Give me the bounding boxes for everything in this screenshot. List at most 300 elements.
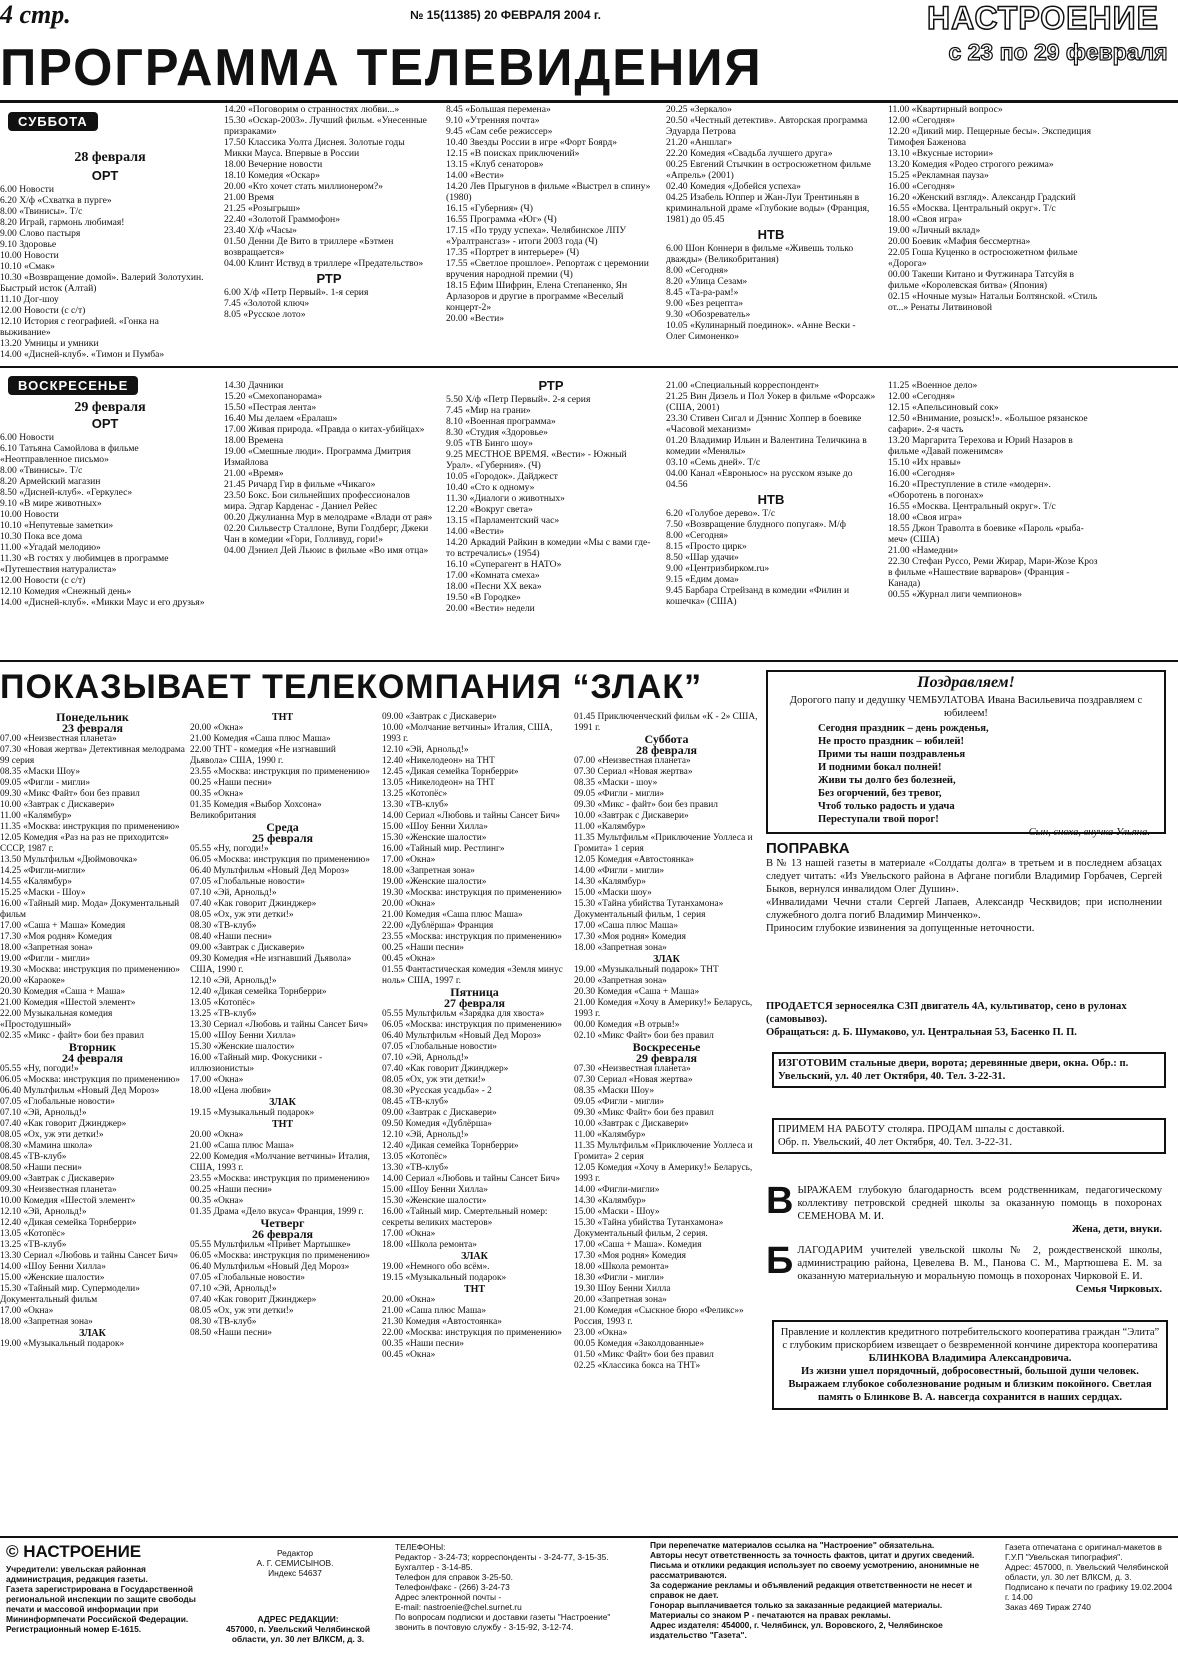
programme-line: 21.00 Комедия «Шестой элемент» xyxy=(0,998,136,1008)
programme-line: 06.40 Мультфильм «Новый Дед Мороз» xyxy=(190,866,350,876)
programme-line: 17.55 «Светлое прошлое». Репортаж с церемонии вручения народной премии (Ч) xyxy=(446,258,649,280)
programme-line: 16.00 «Тайный мир. Смертельный номер: секреты великих мастеров» xyxy=(382,1207,548,1228)
programme-line: 00.25 «Наши песни» xyxy=(382,943,464,953)
programme-line: 00.35 «Наши песни» xyxy=(382,1339,464,1349)
programme-line: 9.30 «Обозреватель» xyxy=(666,309,751,320)
programme-line: 6.00 Новости xyxy=(0,432,54,443)
programme-line: 02.15 «Ночные музы» Натальи Болтянской. «Стиль от...» Ренаты Литвиновой xyxy=(888,291,1098,313)
programme-line: 18.00 «Запретная зона» xyxy=(0,943,93,953)
programme-line: 08.50 «Наши песни» xyxy=(0,1163,82,1173)
programme-line: 15.30 «Оскар-2003». Лучший фильм. «Унесенные призраками» xyxy=(224,115,427,137)
programme-line: 15.30 «Женские шалости» xyxy=(382,833,487,843)
programme-line: 12.40 «Дикая семейка Торнберри» xyxy=(382,1141,519,1151)
programme-line: 13.30 «ТВ-клуб» xyxy=(382,800,449,810)
programme-line: 14.00 «Вести» xyxy=(446,526,505,537)
programme-line: 15.00 «Шоу Бенни Хилла» xyxy=(190,1031,296,1041)
programme-line: 08.05 «Ох, уж эти детки!» xyxy=(190,1306,294,1316)
programme-line: 6.20 «Голубое дерево». Т/с xyxy=(666,508,776,519)
programme-line: 11.35 «Москва: инструкция по применению» xyxy=(0,822,180,832)
programme-line: 12.00 «Сегодня» xyxy=(888,115,955,126)
programme-line: 15.10 «Их нравы» xyxy=(888,457,961,468)
greeting-signature: Сын, сноха, внучка Ульяна. xyxy=(1028,827,1150,838)
programme-line: 12.20 «Вокруг света» xyxy=(446,504,533,515)
thanks-notice-2 xyxy=(766,1240,1162,1296)
programme-line: 12.00 Новости (с с/т) xyxy=(0,575,86,586)
day-rule xyxy=(0,366,1178,368)
programme-line: 18.10 Комедия «Оскар» xyxy=(224,170,320,181)
footer-brand: © НАСТРОЕНИЕ xyxy=(6,1542,142,1561)
programme-line: 18.00 «Школа ремонта» xyxy=(574,1262,669,1272)
programme-line: 14.00 Сериал «Любовь и тайны Сансет Бич» xyxy=(382,811,561,821)
programme-line: 04.00 Канал «Евроньюс» на русском языке до 04.56 xyxy=(666,468,853,490)
programme-line: 06.05 «Москва: инструкция по применению» xyxy=(382,1020,562,1030)
programme-line: 21.00 Комедия «Хочу в Америку!» Беларусь, 1993 г. xyxy=(574,998,753,1019)
programme-line: 14.20 Аркадий Райкин в комедии «Мы с вами где-то встречались» (1954) xyxy=(446,537,651,559)
programme-line: 18.00 Времена xyxy=(224,435,284,446)
correction-block xyxy=(766,840,1162,935)
programme-line: 14.30 «Калямбур» xyxy=(574,877,646,887)
thanks-2-dropcap: Б xyxy=(766,1240,794,1282)
programme-line: 12.00 «Сегодня» xyxy=(888,391,955,402)
programme-line: 17.00 «Окна» xyxy=(382,855,436,865)
programme-line: 22.00 «Москва: инструкция по применению» xyxy=(382,1328,562,1338)
obituary-name: БЛИНКОВА Владимира Александровича. xyxy=(868,1353,1072,1364)
programme-line: 16.00 «Тайный мир. Фокусники - иллюзионисты» xyxy=(190,1053,323,1074)
programme-line: 9.10 «В мире животных» xyxy=(0,498,102,509)
day-heading: Суббота xyxy=(644,732,689,746)
day-heading: Четверг xyxy=(260,1216,305,1230)
programme-line: 19.00 «Фигли - мигли» xyxy=(0,954,91,964)
programme-line: 23.40 Х/ф «Часы» xyxy=(224,225,297,236)
saturday-date: 28 февраля xyxy=(74,150,146,165)
newspaper-brand: НАСТРОЕНИЕ xyxy=(927,0,1159,36)
programme-line: 12.10 Комедия «Снежный день» xyxy=(0,586,132,597)
thanks-1-signature: Жена, дети, внуки. xyxy=(1072,1224,1162,1235)
programme-line: 18.00 «Своя игра» xyxy=(888,214,962,225)
footer-phones: ТЕЛЕФОНЫ: Редактор - 3-24-73; корреспонденты - 3-24-77, 3-15-35. Бухгалтер - 3-14-85. Телефон для справок 3-25-50. Телефон/факс - (266) 3-24-73 Адрес электронной почты - E-mail: nastroenie@chel.surnet.ru По вопросам подписки и доставки газеты "Настроение" звонить в почтовую службу - 3-15-92, 3-12-74. xyxy=(395,1542,611,1632)
programme-line: 14.00 «Шоу Бенни Хилла» xyxy=(0,1262,106,1272)
programme-line: 6.00 Х/ф «Петр Первый». 1-я серия xyxy=(224,287,369,298)
programme-line: 01.50 Денни Де Вито в триллере «Бэтмен возвращается» xyxy=(224,236,394,258)
correction-text: В № 13 нашей газеты в материале «Солдаты долга» в третьем и в последнем абзацах следует читать: «Из Увельского района в Афгане погибли Владимир Горбачев, Сергей Быков, вернулся инвалидом Олег Душин». «Инвалидами Чечни стали Сергей Лапаев, Александр Ческвидов; при исполнении служебного долга погиб Владимир Минченко». Приносим глубокие извинения за допущенные неточности. xyxy=(766,858,1162,934)
programme-line: 8.20 Армейский магазин xyxy=(0,476,101,487)
programme-line: 17.00 «Саша + Маша». Комедия xyxy=(574,1240,702,1250)
day-heading: Пятница xyxy=(450,985,499,999)
saturday-badge: СУББОТА xyxy=(8,112,98,131)
programme-line: 21.25 «Розыгрыш» xyxy=(224,203,301,214)
thanks-2-signature: Семья Чирковых. xyxy=(1075,1284,1162,1295)
programme-line: 18.55 Джон Траволта в боевике «Пароль «рыба-меч» (США) xyxy=(888,523,1084,545)
programme-line: 08.05 «Ох, уж эти детки!» xyxy=(0,1130,104,1140)
programme-line: 16.20 «Женский взгляд». Александр Градский xyxy=(888,192,1076,203)
programme-line: 19.00 «Смешные люди». Программа Дмитрия Измайлова xyxy=(224,446,411,468)
programme-line: 12.10 «Эй, Арнольд!» xyxy=(190,976,277,986)
programme-line: 21.45 Ричард Гир в фильме «Чикаго» xyxy=(224,479,376,490)
programme-line: 07.00 «Неизвестная планета» xyxy=(574,756,691,766)
channel-heading: ТНТ xyxy=(271,712,294,723)
programme-line: 04.00 Дэниел Дей Льюис в фильме «Во имя отца» xyxy=(224,545,429,556)
header-rule xyxy=(0,100,1178,103)
programme-line: 9.10 Здоровье xyxy=(0,239,57,250)
programme-line: 12.40 «Никелодеон» на ТНТ xyxy=(382,756,495,766)
programme-line: 22.20 Комедия «Свадьба лучшего друга» xyxy=(666,148,833,159)
programme-line: 07.10 «Эй, Арнольд!» xyxy=(0,1108,87,1118)
programme-line: 02.10 «Микс Файт» бои без правил xyxy=(574,1031,714,1041)
programme-line: 16.00 «Тайный мир. Рестлинг» xyxy=(382,844,505,854)
programme-line: 21.00 Комедия «Саша плюс Маша» xyxy=(382,910,523,920)
greeting-poem: Сегодня праздник – день рожденья, Не просто праздник – юбилей! Прими ты наши поздравленья И подними бокал полней! Живи ты долго без болезней, Без огорчений, без тревог, Чтоб только радость и удача Переступали твой порог! xyxy=(818,723,989,825)
programme-line: 12.15 «В поисках приключений» xyxy=(446,148,580,159)
programme-line: 13.05 «Котопёс» xyxy=(190,998,256,1008)
programme-line: 20.30 Комедия «Саша + Маша» xyxy=(574,987,700,997)
programme-line: 20.00 «Окна» xyxy=(382,899,436,909)
programme-line: 19.50 «В Городке» xyxy=(446,592,521,603)
programme-line: 10.30 «Возвращение домой». Валерий Золотухин. Быстрый исток (Алтай) xyxy=(0,272,204,294)
programme-line: 8.00 «Твинисы». Т/с xyxy=(0,465,83,476)
programme-line: 18.00 «Школа ремонта» xyxy=(382,1240,477,1250)
programme-line: 11.10 Дог-шоу xyxy=(0,294,59,305)
programme-line: 01.35 Драма «Дело вкуса» Франция, 1999 г. xyxy=(190,1207,364,1217)
programme-line: 07.05 «Глобальные новости» xyxy=(0,1097,115,1107)
programme-line: 01.35 Комедия «Выбор Хохсона» Великобритания xyxy=(190,800,322,821)
programme-line: 09.05 «Фигли - мигли» xyxy=(574,1097,665,1107)
programme-line: 09.30 «Микс - файт» бои без правил xyxy=(574,800,718,810)
day-heading: Воскресенье xyxy=(632,1040,701,1054)
programme-line: 10.00 «Молчание ветчины» Италия, США, 1993 г. xyxy=(382,723,553,744)
programme-line: 17.00 Живая природа. «Правда о китах-убийцах» xyxy=(224,424,425,435)
channel-heading: ЗЛАК xyxy=(79,1328,106,1339)
programme-line: 19.00 «Немного обо всём». xyxy=(382,1262,490,1272)
programme-line: 12.15 «Апельсиновый сок» xyxy=(888,402,999,413)
sunday-date: 29 февраля xyxy=(74,400,146,415)
programme-line: 17.00 «Саша + Маша» Комедия xyxy=(0,921,126,931)
programme-line: 12.00 Новости (с с/т) xyxy=(0,305,86,316)
programme-line: 8.05 «Русское лото» xyxy=(224,309,306,320)
programme-line: 12.10 «Эй, Арнольд!» xyxy=(382,745,469,755)
programme-line: 04.25 Изабель Юппер и Жан-Луи Трентиньян в криминальной драме «Глубокие воды» (Франция, 1981) до 05.45 xyxy=(666,192,870,225)
programme-line: 16.55 «Москва. Центральный округ». Т/с xyxy=(888,203,1056,214)
programme-line: 07.40 «Как говорит Джинджер» xyxy=(190,1295,317,1305)
programme-line: 8.30 «Студия «Здоровье» xyxy=(446,427,548,438)
programme-line: 01.50 «Микс Файт» бои без правил xyxy=(574,1350,714,1360)
programme-line: 09.00 «Завтрак с Дискавери» xyxy=(382,712,497,722)
programme-line: 07.30 «Новая жертва» Детективная мелодрама 99 серия xyxy=(0,745,185,766)
programme-line: 19.30 «Москва: инструкция по применению» xyxy=(382,888,562,898)
programme-line: 07.10 «Эй, Арнольд!» xyxy=(190,888,277,898)
programme-line: 07.40 «Как говорит Джинджер» xyxy=(0,1119,127,1129)
programme-line: 22.00 Музыкальная комедия «Простодушный» xyxy=(0,1009,113,1030)
programme-line: 06.05 «Москва: инструкция по применению» xyxy=(190,855,370,865)
programme-line: 00.45 «Окна» xyxy=(382,1350,436,1360)
programme-line: 19.00 «Женские шалости» xyxy=(382,877,487,887)
programme-line: 18.00 «Запретная зона» xyxy=(382,866,475,876)
programme-line: 07.05 «Глобальные новости» xyxy=(190,877,305,887)
programme-line: 12.05 Комедия «Автостоянка» xyxy=(574,855,694,865)
programme-line: 14.30 «Калямбур» xyxy=(574,1196,646,1206)
programme-line: 07.30 Сериал «Новая жертва» xyxy=(574,1075,693,1085)
page-title: ПРОГРАММА ТЕЛЕВИДЕНИЯ xyxy=(0,39,763,97)
sunday-col-2 xyxy=(224,380,434,556)
footer-founders: Учредители: увельская районная администрация, редакция газеты. Газета зарегистрирована в Государственной региональной инспекции по защите свободы печати и массовой информации при Мининформпечати Российской Федерации. Регистрационный номер Е-1615. xyxy=(6,1564,196,1634)
programme-line: 18.30 «Фигли - мигли» xyxy=(574,1273,665,1283)
programme-line: 17.30 «Моя родня» Комедия xyxy=(0,932,112,942)
programme-line: 8.10 «Военная программа» xyxy=(446,416,556,427)
programme-line: 15.30 «Тайный мир. Супермодели» Документальный фильм xyxy=(0,1284,140,1305)
footer-rules: При перепечатке материалов ссылка на "Настроение" обязательна. Авторы несут ответственность за точность фактов, цитат и других сведений. Письма и отклики редакция использует по своему усмотрению, анонимные не рассматриваются. За содержание рекламы и объявлений редакция ответственности не несет и справок не дает. Гонорар выплачивается только за заказанные редакцией материалы. Материалы со знаком Р - печатаются на правах рекламы. Адрес издателя: 454000, г. Челябинск, ул. Воровского, 2, Челябинское издательство "Газета". xyxy=(650,1540,980,1640)
greeting-title: Поздравляем! xyxy=(917,674,1015,691)
programme-line: 11.00 «Калямбур» xyxy=(0,811,72,821)
programme-line: 16.55 «Москва. Центральный округ». Т/с xyxy=(888,501,1056,512)
programme-line: 9.25 МЕСТНОЕ ВРЕМЯ. «Вести» - Южный Урал». «Губерния». (Ч) xyxy=(446,449,627,471)
programme-line: 6.20 Х/ф «Схватка в пурге» xyxy=(0,195,112,206)
programme-line: 20.00 «Караоке» xyxy=(0,976,66,986)
programme-line: 00.20 Джулианна Мур в мелодраме «Влади от рая» xyxy=(224,512,433,523)
programme-line: 13.30 «ТВ-клуб» xyxy=(382,1163,449,1173)
greeting-box xyxy=(766,670,1166,838)
programme-line: 14.55 «Калямбур» xyxy=(0,877,72,887)
programme-line: 13.25 «ТВ-клуб» xyxy=(190,1009,257,1019)
programme-line: 10.40 Звезды России в игре «Форт Боярд» xyxy=(446,137,618,148)
channel-heading: ТНТ xyxy=(271,1119,294,1130)
programme-line: 10.00 Комедия «Шестой элемент» xyxy=(0,1196,136,1206)
sunday-col-5 xyxy=(888,380,1098,600)
programme-line: 10.00 «Завтрак с Дискавери» xyxy=(0,800,115,810)
programme-line: 9.10 «Утренняя почта» xyxy=(446,115,540,126)
programme-line: 13.20 Маргарита Терехова и Юрий Назаров в фильме «Давай поженимся» xyxy=(888,435,1073,457)
programme-line: 20.00 Боевик «Мафия бессмертна» xyxy=(888,236,1031,247)
programme-line: 11.35 Мультфильм «Приключение Уоллеса и Громита» 1 серия xyxy=(574,833,753,854)
programme-line: 06.40 Мультфильм «Новый Дед Мороз» xyxy=(0,1086,160,1096)
programme-line: 09.30 «Микс Файт» бои без правил xyxy=(574,1108,714,1118)
programme-line: 13.20 Умницы и умники xyxy=(0,338,99,349)
programme-line: 8.50 «Шар удачи» xyxy=(666,552,739,563)
programme-line: 13.50 Мультфильм «Дюймовочка» xyxy=(0,855,138,865)
programme-line: 21.00 Комедия «Саша плюс Маша» xyxy=(190,734,331,744)
programme-line: 13.20 Комедия «Родео строгого режима» xyxy=(888,159,1054,170)
programme-line: 14.30 Дачники xyxy=(224,380,284,391)
programme-line: 00.55 «Журнал лиги чемпионов» xyxy=(888,589,1023,600)
programme-line: 8.20 Играй, гармонь любимая! xyxy=(0,217,125,228)
channel-heading: ОРТ xyxy=(91,168,119,183)
programme-line: 08.35 «Маски Шоу» xyxy=(0,767,81,777)
programme-line: 10.30 Пока все дома xyxy=(0,531,83,542)
programme-line: 14.00 Сериал «Любовь и тайны Сансет Бич» xyxy=(382,1174,561,1184)
programme-line: 08.45 «ТВ-клуб» xyxy=(0,1152,67,1162)
programme-line: 01.20 Владимир Ильин и Валентина Теличкина в комедии «Менялы» xyxy=(666,435,867,457)
channel-heading: РТР xyxy=(538,378,564,393)
programme-line: 8.00 «Твинисы». Т/с xyxy=(0,206,83,217)
sunday-col-3 xyxy=(446,376,656,614)
programme-line: 20.00 «Вести» xyxy=(446,313,505,324)
programme-line: 02.25 «Классика бокса на ТНТ» xyxy=(574,1361,701,1371)
programme-line: 00.25 «Наши песни» xyxy=(190,1185,272,1195)
programme-line: 00.25 Евгений Стычкин в остросюжетном фильме «Апрель» (2001) xyxy=(666,159,871,181)
day-heading: 29 февраля xyxy=(635,1051,698,1065)
programme-line: 21.00 Время xyxy=(224,192,274,203)
programme-line: 18.00 Вечерние новости xyxy=(224,159,323,170)
programme-line: 22.00 Комедия «Молчание ветчины» Италия, США, 1993 г. xyxy=(190,1152,370,1173)
programme-line: 9.05 «ТВ Бинго шоу» xyxy=(446,438,533,449)
programme-line: 9.15 «Едим дома» xyxy=(666,574,739,585)
programme-line: 8.45 «Большая перемена» xyxy=(446,104,551,115)
programme-line: 10.00 Новости xyxy=(0,250,59,261)
programme-line: 17.00 «Саша плюс Маша» xyxy=(574,921,679,931)
day-heading: 26 февраля xyxy=(251,1227,314,1241)
programme-line: 15.00 «Шоу Бенни Хилла» xyxy=(382,1185,488,1195)
programme-line: 11.00 «Калямбур» xyxy=(574,822,646,832)
programme-line: 05.55 «Ну, погоди!» xyxy=(190,844,269,854)
programme-line: 23.55 «Москва: инструкция по применению» xyxy=(382,932,562,942)
programme-line: 09.30 «Неизвестная планета» xyxy=(0,1185,117,1195)
programme-line: 18.00 «Запретная зона» xyxy=(0,1317,93,1327)
programme-line: 13.05 «Котопёс» xyxy=(382,1152,448,1162)
channel-heading: НТВ xyxy=(757,227,785,242)
channel-heading: РТР xyxy=(316,271,342,286)
programme-line: 07.10 «Эй, Арнольд!» xyxy=(382,1053,469,1063)
channel-heading: ОРТ xyxy=(91,416,119,431)
footer-rule xyxy=(0,1536,1178,1538)
section-rule xyxy=(0,660,1178,662)
programme-line: 15.25 «Рекламная пауза» xyxy=(888,170,989,181)
programme-line: 12.40 «Дикая семейка Торнберри» xyxy=(0,1218,137,1228)
programme-line: 12.10 «Эй, Арнольд!» xyxy=(382,1130,469,1140)
programme-line: 20.30 Комедия «Саша + Маша» xyxy=(0,987,126,997)
programme-line: 22.40 «Золотой Граммофон» xyxy=(224,214,340,225)
programme-line: 08.30 «Мамина школа» xyxy=(0,1141,93,1151)
programme-line: 05.55 Мультфильм «Привет Мартышке» xyxy=(190,1240,351,1250)
programme-line: 06.05 «Москва: инструкция по применению» xyxy=(0,1075,180,1085)
programme-line: 22.30 Стефан Руссо, Реми Жирар, Мари-Жозе Кроз в фильме «Нашествие варваров» (Франция - Канада) xyxy=(888,556,1098,589)
programme-line: 02.35 «Микс - файт» бои без правил xyxy=(0,1031,144,1041)
programme-line: 10.10 «Смак» xyxy=(0,261,55,272)
programme-line: 16.40 Мы делаем «Ералаш» xyxy=(224,413,338,424)
programme-line: 13.10 «Вкусные истории» xyxy=(888,148,994,159)
programme-line: 11.35 Мультфильм «Приключение Уоллеса и Громита» 2 серия xyxy=(574,1141,753,1162)
programme-line: 16.00 «Тайный мир. Мода» Документальный фильм xyxy=(0,899,180,920)
programme-line: 16.20 «Преступление в стиле «модерн». «Оборотень в погонах» xyxy=(888,479,1051,501)
programme-line: 13.25 «Котопёс» xyxy=(382,789,448,799)
programme-line: 17.50 Классика Уолта Диснея. Золотые годы Микки Мауса. Впервые в России xyxy=(224,137,405,159)
programme-line: 23.50 Бокс. Бои сильнейших профессионалов мира. Эдгар Карденас - Даниел Рейес xyxy=(224,490,410,512)
saturday-col-4 xyxy=(666,104,876,342)
programme-line: 15.30 «Женские шалости» xyxy=(382,1196,487,1206)
programme-line: 7.45 «Золотой ключ» xyxy=(224,298,310,309)
programme-line: 08.40 «Наши песни» xyxy=(190,932,272,942)
programme-line: 11.00 «Угадай мелодию» xyxy=(0,542,101,553)
programme-line: 18.00 «Своя игра» xyxy=(888,512,962,523)
correction-title: ПОПРАВКА xyxy=(766,840,850,857)
sunday-col-4 xyxy=(666,380,876,607)
day-heading: 24 февраля xyxy=(61,1051,124,1065)
programme-line: 07.05 «Глобальные новости» xyxy=(382,1042,497,1052)
programme-line: 11.00 «Калямбур» xyxy=(574,1130,646,1140)
programme-line: 17.30 «Моя родня» Комедия xyxy=(574,932,686,942)
programme-line: 04.00 Клинт Иствуд в триллере «Предательство» xyxy=(224,258,424,269)
programme-line: 10.00 Новости xyxy=(0,509,59,520)
programme-line: 14.00 «Дисней-клуб». «Тимон и Пумба» xyxy=(0,349,165,360)
week-dates: с 23 по 29 февраля xyxy=(948,39,1168,65)
programme-line: 23.30 Стивен Сигал и Дэннис Хоппер в боевике «Часовой механизм» xyxy=(666,413,862,435)
programme-line: 01.45 Приключенческий фильм «К - 2» США, 1991 г. xyxy=(574,712,758,733)
thanks-2-text: ЛАГОДАРИМ учителей увельской школы № 2, рождественской школы, администрацию района, Цевелева В. М., Панова С. М., Мартюшева Е. М. за оказанную материальную и моральную помощь в похоронах Чирковой Е. И. xyxy=(797,1245,1162,1282)
programme-line: 8.45 «Та-ра-рам!» xyxy=(666,287,739,298)
programme-line: 11.30 «Диалоги о животных» xyxy=(446,493,565,504)
programme-line: 21.00 «Намедни» xyxy=(888,545,959,556)
programme-line: 15.50 «Пестрая лента» xyxy=(224,402,317,413)
channel-heading: ЗЛАК xyxy=(461,1251,488,1262)
programme-line: 6.10 Татьяна Самойлова в фильме «Неотправленное письмо» xyxy=(0,443,139,465)
sunday-col-1 xyxy=(0,414,210,608)
programme-line: 20.00 «Окна» xyxy=(190,1130,244,1140)
programme-line: 08.05 «Ох, уж эти детки!» xyxy=(190,910,294,920)
programme-line: 9.45 Барбара Стрейзанд в комедии «Филин и кошечка» (США) xyxy=(666,585,850,607)
programme-line: 20.00 «Вести» недели xyxy=(446,603,535,614)
saturday-col-1 xyxy=(0,166,210,360)
programme-line: 20.50 «Честный детектив». Авторская программа Эдуарда Петрова xyxy=(666,115,868,137)
channel-heading: НТВ xyxy=(757,492,785,507)
programme-line: 08.50 «Наши песни» xyxy=(190,1328,272,1338)
programme-line: 23.55 «Москва: инструкция по применению» xyxy=(190,1174,370,1184)
programme-line: 11.30 «В гостях у любимцев в программе «Путешествия натуралиста» xyxy=(0,553,169,575)
programme-line: 17.15 «По труду успеха». Челябинское ЛПУ «Уралтрансгаз» - итоги 2003 года (Ч) xyxy=(446,225,627,247)
programme-line: 00.00 Комедия «В отрыв!» xyxy=(574,1020,680,1030)
programme-line: 21.00 «Саша плюс Маша» xyxy=(190,1141,295,1151)
day-heading: 28 февраля xyxy=(635,743,698,757)
programme-line: 19.00 «Личный вклад» xyxy=(888,225,981,236)
thanks-1-dropcap: В xyxy=(766,1180,794,1222)
obituary-head: Правление и коллектив кредитного потребительского кооператива граждан “Элита” с глубоким прискорбием извещает о безвременной кончине директора кооператива xyxy=(780,1327,1160,1351)
programme-line: 17.00 «Окна» xyxy=(382,1229,436,1239)
programme-line: 00.45 «Окна» xyxy=(382,954,436,964)
programme-line: 21.00 «Саша плюс Маша» xyxy=(382,1306,487,1316)
programme-line: 13.30 Сериал «Любовь и тайны Сансет Бич» xyxy=(0,1251,179,1261)
programme-line: 12.40 «Дикая семейка Торнберри» xyxy=(190,987,327,997)
day-heading: Среда xyxy=(266,820,299,834)
programme-line: 07.40 «Как говорит Джинджер» xyxy=(190,899,317,909)
programme-line: 09.05 «Фигли - мигли» xyxy=(0,778,91,788)
programme-line: 08.05 «Ох, уж эти детки!» xyxy=(382,1075,486,1085)
programme-line: 17.30 «Моя родня» Комедия xyxy=(574,1251,686,1261)
day-heading: 25 февраля xyxy=(251,831,314,845)
channel-heading: ЗЛАК xyxy=(653,954,680,965)
programme-line: 14.00 «Фигли-мигли» xyxy=(574,1185,660,1195)
programme-line: 22.00 ТНТ - комедия «Не изгнавший Дьявола» США, 1990 г. xyxy=(190,745,336,766)
programme-line: 08.30 «ТВ-клуб» xyxy=(190,921,257,931)
programme-line: 07.10 «Эй, Арнольд!» xyxy=(190,1284,277,1294)
programme-line: 13.15 «Клуб сенаторов» xyxy=(446,159,544,170)
programme-line: 10.05 «Городок». Дайджест xyxy=(446,471,558,482)
programme-line: 02.20 Сильвестр Сталлоне, Вупи Голдберг, Джеки Чан в комедии «Гори, Голливуд, гори!» xyxy=(224,523,429,545)
programme-line: 17.35 «Портрет в интерьере» (Ч) xyxy=(446,247,580,258)
programme-line: 07.30 Сериал «Новая жертва» xyxy=(574,767,693,777)
programme-line: 15.00 «Маски шоу» xyxy=(574,888,652,898)
day-heading: Вторник xyxy=(68,1040,117,1054)
page-number: 4 стр. xyxy=(0,0,71,29)
sunday-badge: ВОСКРЕСЕНЬЕ xyxy=(8,376,138,395)
programme-line: 12.50 «Внимание, розыск!». «Большое рязанское сафари». 2-я часть xyxy=(888,413,1088,435)
programme-line: 07.00 «Неизвестная планета» xyxy=(0,734,117,744)
saturday-col-5 xyxy=(888,104,1098,313)
programme-line: 18.00 «Песни XX века» xyxy=(446,581,542,592)
programme-line: 13.30 Сериал «Любовь и тайны Сансет Бич» xyxy=(190,1020,369,1030)
programme-line: 16.00 «Сегодня» xyxy=(888,181,955,192)
programme-line: 12.10 «Эй, Арнольд!» xyxy=(0,1207,87,1217)
programme-line: 09.00 «Завтрак с Дискавери» xyxy=(382,1108,497,1118)
programme-line: 10.10 «Непутевые заметки» xyxy=(0,520,114,531)
programme-line: 7.50 «Возвращение блудного попугая». М/ф xyxy=(666,519,846,530)
programme-line: 08.45 «ТВ-клуб» xyxy=(382,1097,449,1107)
programme-line: 18.15 Ефим Шифрин, Елена Степаненко, Ян Арлазоров и другие в программе «Веселый концерт-2» xyxy=(446,280,628,313)
